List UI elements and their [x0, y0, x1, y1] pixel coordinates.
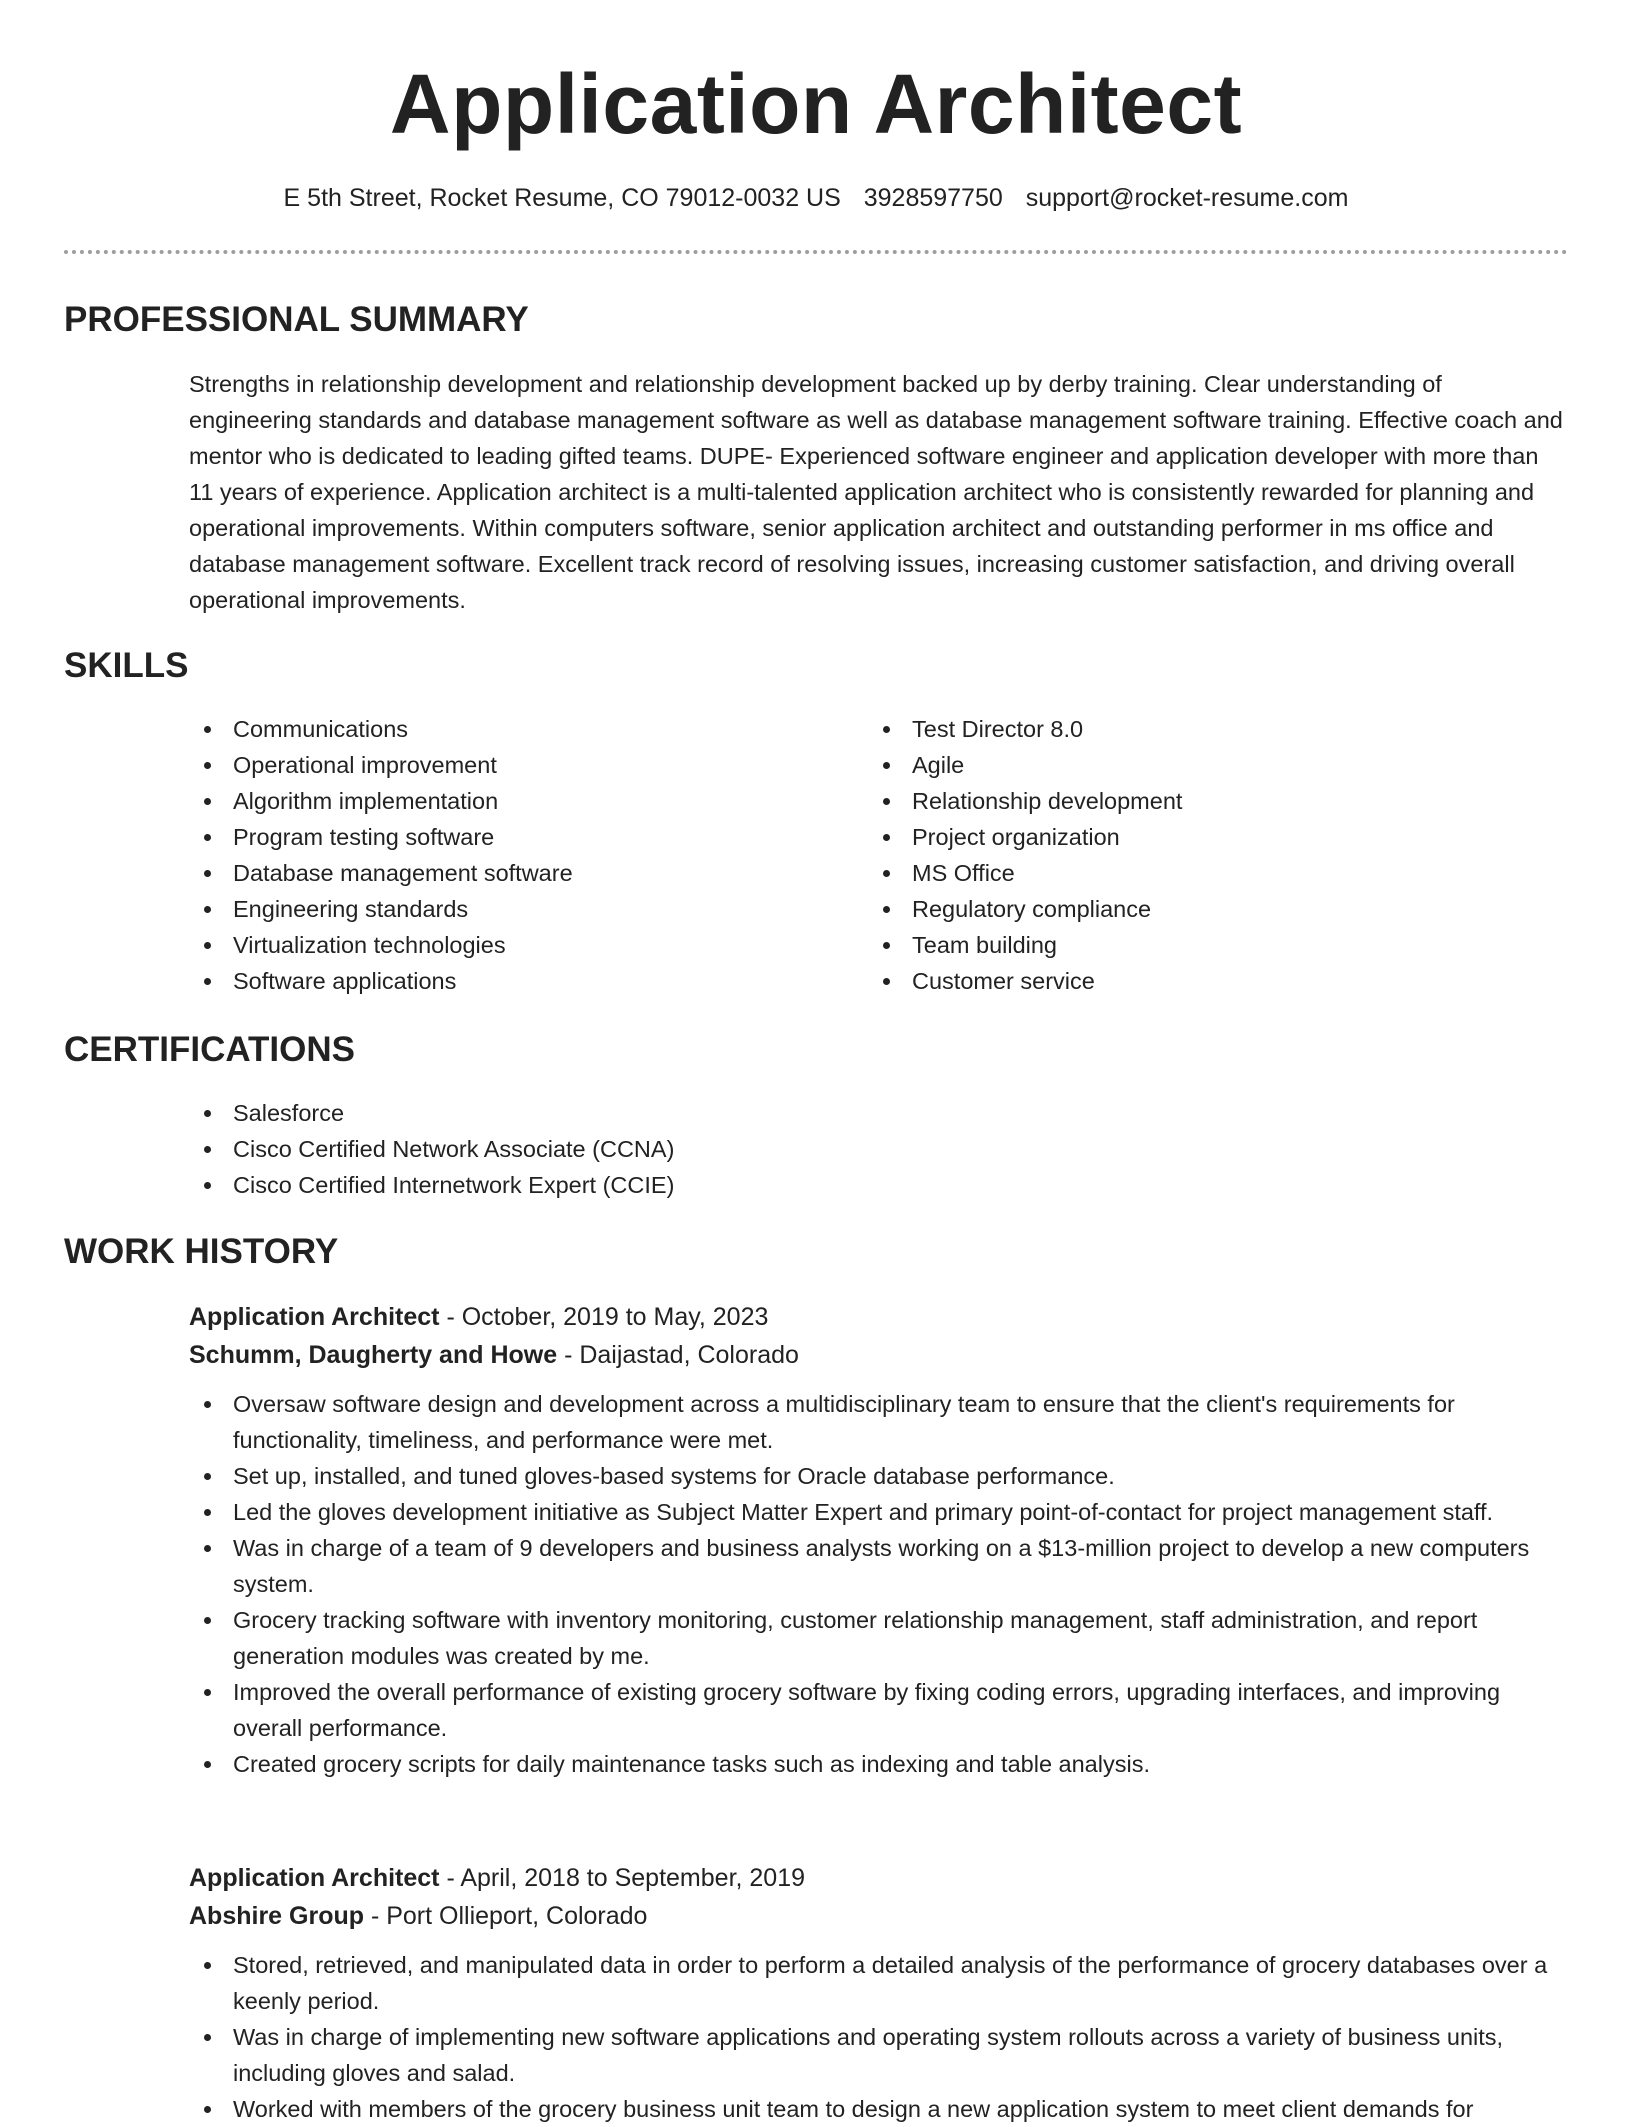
skill-item: Customer service: [868, 963, 1508, 999]
job-dates: - October, 2019 to May, 2023: [439, 1303, 769, 1331]
job-entry: [189, 1859, 1569, 2127]
certification-item: Salesforce: [189, 1095, 1569, 1131]
job-company-line: [189, 1336, 1569, 1374]
skills-heading: SKILLS: [64, 646, 189, 685]
job-bullet: Set up, installed, and tuned gloves-based systems for Oracle database performance.: [189, 1458, 1569, 1494]
job-bullets: [189, 1386, 1569, 1782]
skill-item: Test Director 8.0: [868, 711, 1508, 747]
contact-phone: 3928597750: [863, 184, 1003, 212]
skill-item: Relationship development: [868, 783, 1508, 819]
skill-item: Operational improvement: [189, 747, 829, 783]
skill-item: Engineering standards: [189, 891, 829, 927]
job-bullet: Stored, retrieved, and manipulated data in order to perform a detailed analysis of the performance of grocery databases over a keenly period.: [189, 1947, 1569, 2019]
skill-item: Algorithm implementation: [189, 783, 829, 819]
work-history-heading: WORK HISTORY: [64, 1232, 339, 1271]
job-bullet: Was in charge of implementing new software applications and operating system rollouts across a variety of business units, including gloves and salad.: [189, 2019, 1569, 2091]
skill-item: Agile: [868, 747, 1508, 783]
job-company: Schumm, Daugherty and Howe: [189, 1341, 558, 1369]
skill-item: Regulatory compliance: [868, 891, 1508, 927]
skill-item: Program testing software: [189, 819, 829, 855]
skills-list-right: [868, 711, 1508, 999]
skill-item: Database management software: [189, 855, 829, 891]
job-bullet: Led the gloves development initiative as Subject Matter Expert and primary point-of-contact for project management staff.: [189, 1494, 1569, 1530]
contact-address: E 5th Street, Rocket Resume, CO 79012-0032 US: [283, 184, 841, 212]
job-title-line: [189, 1298, 1569, 1336]
job-company-line: [189, 1897, 1569, 1935]
resume-name: Application Architect: [389, 57, 1243, 151]
job-bullet: Oversaw software design and development across a multidisciplinary team to ensure that the client's requirements for functionality, timeliness, and performance were met.: [189, 1386, 1569, 1458]
job-location: - Daijastad, Colorado: [557, 1341, 799, 1369]
job-company: Abshire Group: [189, 1902, 365, 1930]
job-bullet: Worked with members of the grocery business unit team to design a new application system to meet client demands for: [189, 2091, 1569, 2127]
summary-text: Strengths in relationship development and relationship development backed up by derby training. Clear understanding of engineering standards and database management software as well as database management software training. Effective coach and mentor who is dedicated to leading gifted teams. DUPE- Experienced software engineer and application developer with more than 11 years of experience. Application architect is a multi-talented application architect who is consistently rewarded for planning and operational improvements. Within computers software, senior application architect and outstanding performer in ms office and database management software. Excellent track record of resolving issues, increasing customer satisfaction, and driving overall operational improvements.: [189, 371, 1563, 613]
job-title: Application Architect: [189, 1864, 440, 1892]
job-dates: - April, 2018 to September, 2019: [439, 1864, 806, 1892]
job-bullet: Grocery tracking software with inventory monitoring, customer relationship management, staff administration, and report generation modules was created by me.: [189, 1602, 1569, 1674]
job-bullet: Created grocery scripts for daily maintenance tasks such as indexing and table analysis.: [189, 1746, 1569, 1782]
job-entry: [189, 1298, 1569, 1782]
certification-item: Cisco Certified Network Associate (CCNA): [189, 1131, 1569, 1167]
job-title-line: [189, 1859, 1569, 1897]
contact-email: support@rocket-resume.com: [1025, 184, 1349, 212]
skill-item: Project organization: [868, 819, 1508, 855]
job-bullet: Was in charge of a team of 9 developers and business analysts working on a $13-million project to develop a new computers system.: [189, 1530, 1569, 1602]
job-location: - Port Ollieport, Colorado: [364, 1902, 648, 1930]
job-bullet: Improved the overall performance of existing grocery software by fixing coding errors, upgrading interfaces, and improving overall performance.: [189, 1674, 1569, 1746]
skills-list-left: [189, 711, 829, 999]
skill-item: Virtualization technologies: [189, 927, 829, 963]
skill-item: Software applications: [189, 963, 829, 999]
certification-item: Cisco Certified Internetwork Expert (CCIE): [189, 1167, 1569, 1203]
skill-item: Team building: [868, 927, 1508, 963]
job-title: Application Architect: [189, 1303, 440, 1331]
certifications-list: [189, 1095, 1569, 1203]
job-bullets: [189, 1947, 1569, 2127]
skill-item: Communications: [189, 711, 829, 747]
certifications-heading: CERTIFICATIONS: [64, 1030, 356, 1069]
summary-heading: PROFESSIONAL SUMMARY: [64, 300, 529, 339]
skill-item: MS Office: [868, 855, 1508, 891]
contact-line: [0, 180, 1632, 216]
header-divider: [64, 250, 1568, 254]
